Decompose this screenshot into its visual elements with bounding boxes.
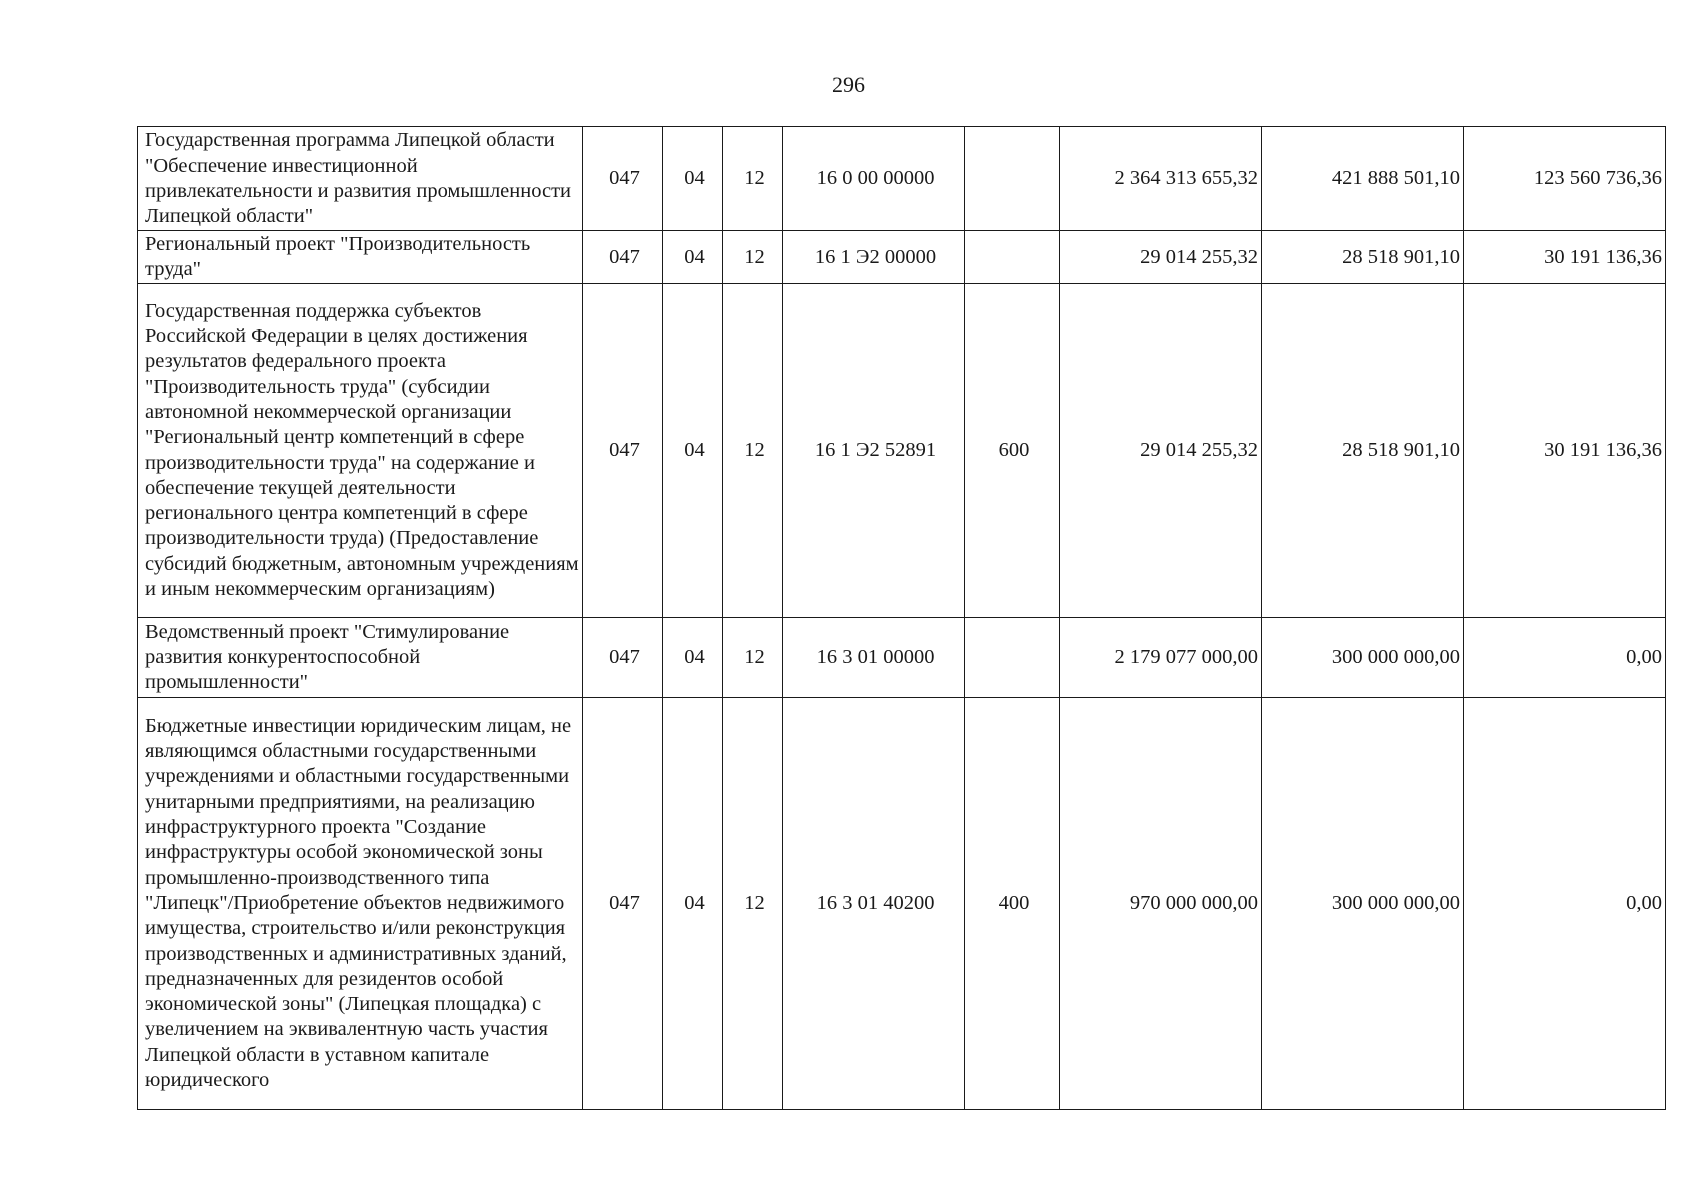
amount-year-1: 2 364 313 655,32: [1060, 127, 1262, 231]
subsection-code: 12: [723, 617, 783, 697]
amount-year-1: 970 000 000,00: [1060, 697, 1262, 1109]
amount-year-2: 28 518 901,10: [1262, 283, 1464, 617]
row-description: Ведомственный проект "Стимулирование развития конкурентоспособной промышленности": [138, 617, 583, 697]
subsection-code: 12: [723, 231, 783, 284]
expense-type-code: [965, 231, 1060, 284]
target-article-code: 16 3 01 00000: [783, 617, 965, 697]
amount-year-1: 29 014 255,32: [1060, 283, 1262, 617]
expense-type-code: [965, 617, 1060, 697]
table-row: [138, 617, 1666, 697]
subsection-code: 12: [723, 127, 783, 231]
amount-year-2: 421 888 501,10: [1262, 127, 1464, 231]
row-description: Государственная программа Липецкой области "Обеспечение инвестиционной привлекательности и развития промышленности Липецкой области": [138, 127, 583, 231]
budget-table: [137, 126, 1666, 1110]
amount-year-3: 123 560 736,36: [1464, 127, 1666, 231]
target-article-code: 16 1 Э2 52891: [783, 283, 965, 617]
subsection-code: 12: [723, 283, 783, 617]
amount-year-2: 28 518 901,10: [1262, 231, 1464, 284]
page-number: 296: [832, 72, 865, 97]
ministry-code: 047: [583, 127, 663, 231]
amount-year-1: 2 179 077 000,00: [1060, 617, 1262, 697]
section-code: 04: [663, 617, 723, 697]
ministry-code: 047: [583, 617, 663, 697]
row-description: Бюджетные инвестиции юридическим лицам, не являющимся областными государственными учреждениями и областными государственными унитарными предприятиями, на реализацию инфраструктурного проекта "Создание инфраструктуры особой экономической зоны промышленно-производственного типа "Липецк"/Приобретение объектов недвижимого имущества, строительство и/или реконструкция производственных и административных зданий, предназначенных для резидентов особой экономической зоны" (Липецкая площадка) с увеличением на эквивалентную часть участия Липецкой области в уставном капитале юридического: [138, 697, 583, 1109]
row-description: Региональный проект "Производительность труда": [138, 231, 583, 284]
target-article-code: 16 3 01 40200: [783, 697, 965, 1109]
expense-type-code: [965, 127, 1060, 231]
ministry-code: 047: [583, 283, 663, 617]
expense-type-code: 400: [965, 697, 1060, 1109]
amount-year-2: 300 000 000,00: [1262, 617, 1464, 697]
expense-type-code: 600: [965, 283, 1060, 617]
section-code: 04: [663, 283, 723, 617]
amount-year-1: 29 014 255,32: [1060, 231, 1262, 284]
table-row: [138, 231, 1666, 284]
row-description: Государственная поддержка субъектов Российской Федерации в целях достижения результатов федерального проекта "Производительность труда" (субсидии автономной некоммерческой организации "Региональный центр компетенций в сфере производительности труда" на содержание и обеспечение текущей деятельности регионального центра компетенций в сфере производительности труда) (Предоставление субсидий бюджетным, автономным учреждениям и иным некоммерческим организациям): [138, 283, 583, 617]
section-code: 04: [663, 127, 723, 231]
target-article-code: 16 0 00 00000: [783, 127, 965, 231]
subsection-code: 12: [723, 697, 783, 1109]
section-code: 04: [663, 231, 723, 284]
amount-year-2: 300 000 000,00: [1262, 697, 1464, 1109]
ministry-code: 047: [583, 231, 663, 284]
amount-year-3: 0,00: [1464, 697, 1666, 1109]
target-article-code: 16 1 Э2 00000: [783, 231, 965, 284]
table-row: [138, 697, 1666, 1109]
section-code: 04: [663, 697, 723, 1109]
ministry-code: 047: [583, 697, 663, 1109]
amount-year-3: 0,00: [1464, 617, 1666, 697]
table-row: [138, 127, 1666, 231]
amount-year-3: 30 191 136,36: [1464, 283, 1666, 617]
amount-year-3: 30 191 136,36: [1464, 231, 1666, 284]
table-row: [138, 283, 1666, 617]
